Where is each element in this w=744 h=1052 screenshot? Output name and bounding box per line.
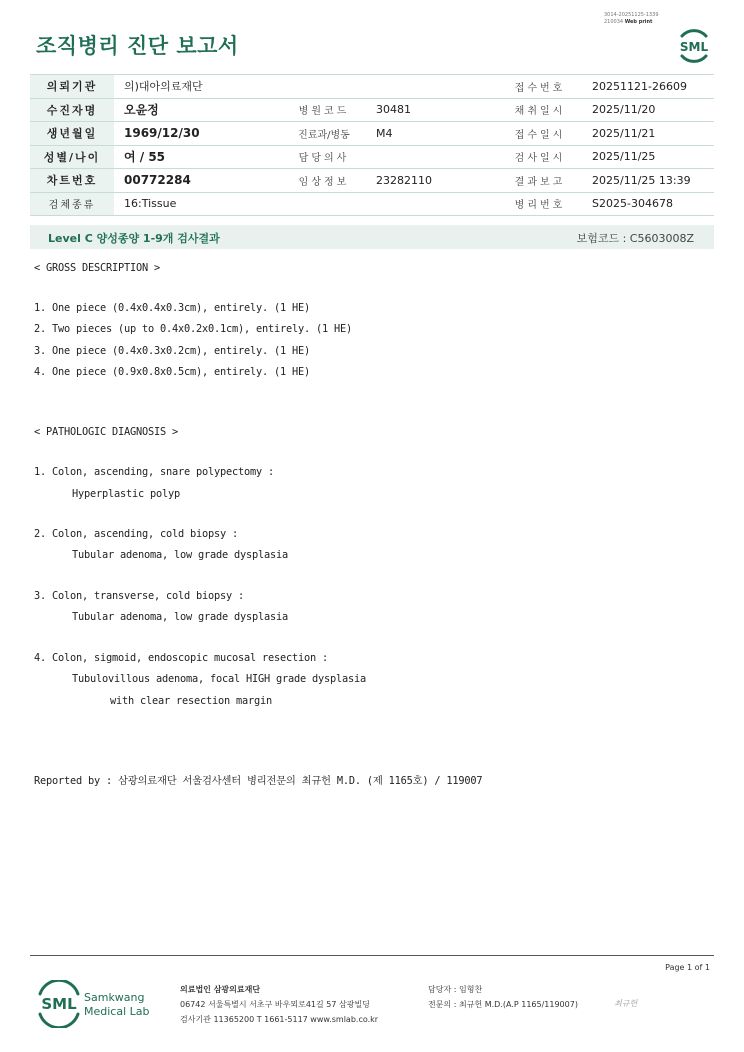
value-requesting-institution: 의)대아의료재단	[114, 75, 498, 99]
samkwang-logo-mark: SML	[41, 995, 77, 1013]
value-pathology-number: S2025-304678	[582, 192, 714, 216]
value-collection-date: 2025/11/20	[582, 98, 714, 122]
reported-by: Reported by : 삼광의료재단 서울검사센터 병리전문의 최규헌 M.D. (제 1165호) / 119007	[34, 775, 483, 787]
gross-item: 4. One piece (0.9x0.8x0.5cm), entirely. (1 HE)	[34, 366, 310, 378]
page-number: Page 1 of 1	[665, 963, 710, 972]
value-accession-number: 20251121-26609	[582, 75, 714, 99]
value-test-date: 2025/11/25	[582, 145, 714, 169]
logo-line2: Medical Lab	[84, 1005, 150, 1018]
sml-logo-text: SML	[679, 40, 709, 54]
staff-name: 임형찬	[458, 985, 483, 994]
value-patient-name: 오윤정	[114, 98, 282, 122]
test-name: Level C 양성종양 1-9개 검사결과	[48, 232, 220, 245]
insurance-code: 보험코드 : C5603008Z	[576, 232, 694, 245]
value-clinical-info: 23282110	[366, 169, 498, 193]
signature: 최규헌	[614, 999, 638, 1008]
value-received-date: 2025/11/21	[582, 122, 714, 146]
document-code	[604, 12, 684, 26]
diagnosis-result: Hyperplastic polyp	[72, 488, 180, 500]
gross-item: 3. One piece (0.4x0.3x0.2cm), entirely. (1 HE)	[34, 345, 310, 357]
value-specimen-type: 16:Tissue	[114, 192, 498, 216]
samkwang-logo-icon	[36, 980, 186, 1028]
diagnosis-result: Tubulovillous adenoma, focal HIGH grade dysplasia	[72, 673, 366, 685]
label-physician: 담당의사	[282, 145, 366, 169]
specialist-name: 최규헌 M.D.(A.P 1165/119007)	[458, 1000, 578, 1009]
value-result-report: 2025/11/25 13:39	[582, 169, 714, 193]
value-sex-age: 여 / 55	[114, 145, 282, 169]
document-code-line2: 210034	[604, 19, 624, 25]
report-title: 조직병리 진단 보고서	[36, 34, 239, 58]
value-hospital-code: 30481	[366, 98, 498, 122]
footer-organization	[180, 982, 378, 1027]
table-row	[30, 75, 714, 99]
diagnosis-result: Tubular adenoma, low grade dysplasia	[72, 611, 288, 623]
label-accession-number: 접수번호	[498, 75, 582, 99]
diagnosis-site: 3. Colon, transverse, cold biopsy :	[34, 590, 244, 602]
web-print-label: Web print	[624, 19, 653, 25]
diagnosis-result: Tubular adenoma, low grade dysplasia	[72, 549, 288, 561]
logo-line1: Samkwang	[84, 991, 145, 1004]
footer-divider	[30, 955, 714, 956]
label-sex-age: 성별/나이	[30, 145, 114, 169]
diagnosis-site: 4. Colon, sigmoid, endoscopic mucosal resection :	[34, 652, 328, 664]
pathologic-diagnosis-heading: < PATHOLOGIC DIAGNOSIS >	[34, 426, 178, 438]
test-name-bar	[30, 225, 714, 249]
document-code-line1: 3014-20251125-1339	[604, 12, 659, 18]
label-pathology-number: 병리번호	[498, 192, 582, 216]
diagnosis-site: 2. Colon, ascending, cold biopsy :	[34, 528, 238, 540]
label-specimen-type: 검체종류	[30, 192, 114, 216]
org-name: 의료법인 삼광의료재단	[180, 985, 261, 994]
label-requesting-institution: 의뢰기관	[30, 75, 114, 99]
label-department-ward: 진료과/병동	[282, 122, 366, 146]
patient-info-table	[30, 74, 714, 216]
table-row	[30, 192, 714, 216]
label-received-date: 접수일시	[498, 122, 582, 146]
footer-staff	[428, 982, 578, 1012]
gross-description-heading: < GROSS DESCRIPTION >	[34, 262, 160, 274]
value-physician	[366, 145, 498, 169]
label-chart-number: 차트번호	[30, 169, 114, 193]
table-row	[30, 98, 714, 122]
gross-item: 2. Two pieces (up to 0.4x0.2x0.1cm), entirely. (1 HE)	[34, 323, 352, 335]
value-birth-date: 1969/12/30	[114, 122, 282, 146]
org-contact: 검사기관 11365200 T 1661-5117 www.smlab.co.kr	[180, 1015, 379, 1024]
specialist-label: 전문의 :	[428, 1000, 457, 1009]
org-address: 06742 서울특별시 서초구 바우뫼로41길 57 삼광빌딩	[180, 1000, 370, 1009]
label-hospital-code: 병원코드	[282, 98, 366, 122]
staff-label: 담당자 :	[428, 985, 457, 994]
label-birth-date: 생년월일	[30, 122, 114, 146]
table-row	[30, 145, 714, 169]
table-row	[30, 122, 714, 146]
label-collection-date: 채취일시	[498, 98, 582, 122]
gross-item: 1. One piece (0.4x0.4x0.3cm), entirely. (1 HE)	[34, 302, 310, 314]
sml-logo-icon	[674, 26, 714, 66]
table-row	[30, 169, 714, 193]
value-chart-number: 00772284	[114, 169, 282, 193]
diagnosis-site: 1. Colon, ascending, snare polypectomy :	[34, 466, 274, 478]
label-patient-name: 수진자명	[30, 98, 114, 122]
value-department-ward: M4	[366, 122, 498, 146]
label-test-date: 검사일시	[498, 145, 582, 169]
diagnosis-margin-note: with clear resection margin	[110, 695, 272, 707]
label-result-report: 결과보고	[498, 169, 582, 193]
label-clinical-info: 임상정보	[282, 169, 366, 193]
